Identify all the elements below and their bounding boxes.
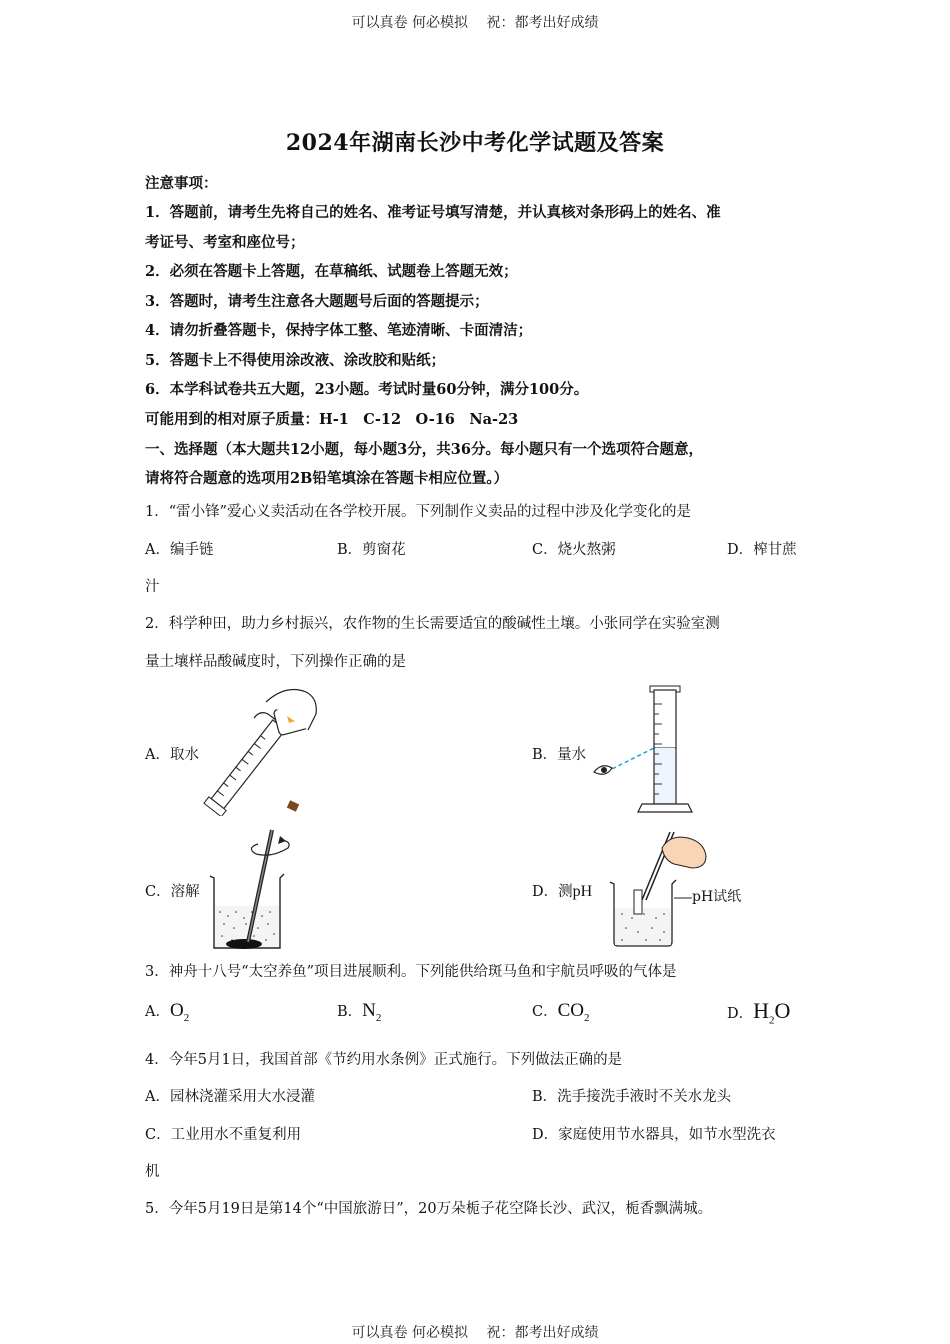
page-title: 2024年湖南长沙中考化学试题及答案 [285, 130, 665, 156]
formula-sub: 2 [769, 1014, 775, 1027]
q2-option-b: B．量水 [532, 747, 587, 763]
q1-option-b: B．剪窗花 [337, 542, 406, 558]
notice-heading: 注意事项： [145, 175, 218, 192]
formula-sub: 2 [375, 1011, 382, 1024]
formula-co: CO [557, 1000, 585, 1021]
notice-item-6: 6．本学科试卷共五大题，23小题。考试时量60分钟，满分100分。 [145, 381, 589, 398]
q3-option-d-letter: D． [727, 1006, 754, 1022]
q2-option-c: C．溶解 [145, 884, 200, 900]
formula-h: H [753, 998, 770, 1023]
notice-item-4: 4．请勿折叠答题卡，保持字体工整、笔迹清晰、卡面清洁； [145, 322, 533, 339]
formula-o: O [774, 998, 791, 1023]
pour-water-figure [196, 684, 331, 816]
notice-item-3: 3．答题时，请考生注意各大题题号后面的答题提示； [145, 293, 489, 310]
q4-option-c: C．工业用水不重复利用 [145, 1127, 302, 1143]
notice-item-1: 1．答题前，请考生先将自己的姓名、准考证号填写清楚，并认真核对条形码上的姓名、准 [145, 204, 721, 221]
atomic-mass-line: 可能用到的相对原子质量：H-1 C-12 O-16 Na-23 [145, 411, 519, 428]
q2-stem-2: 量土壤样品酸碱度时，下列操作正确的是 [145, 654, 406, 670]
formula-sub: 2 [584, 1011, 590, 1024]
q1-stem: 1．“雷小锋”爱心义卖活动在各学校开展。下列制作义卖品的过程中涉及化学变化的是 [145, 504, 692, 520]
q3-option-d [727, 998, 790, 1026]
q1-option-d: D．榨甘蔗 [727, 542, 797, 558]
section1-instruction: 请将符合题意的选项用2B铅笔填涂在答题卡相应位置。） [145, 470, 509, 487]
q2-option-d-ph: pH [572, 883, 593, 900]
q3-option-b [337, 1000, 381, 1024]
q4-option-a: A．园林浇灌采用大水浸灌 [145, 1089, 315, 1105]
q5-stem: 5．今年5月19日是第14个“中国旅游日”，20万朵栀子花空降长沙、武汉，栀香飘满城。 [145, 1201, 713, 1217]
q1-option-a: A．编手链 [145, 542, 214, 558]
q3-option-c-letter: C． [532, 1004, 558, 1020]
q3-option-c [532, 1000, 590, 1024]
formula-sub: 2 [183, 1011, 190, 1024]
q4-option-d-cont: 机 [145, 1164, 160, 1180]
formula-n: N [362, 1000, 376, 1021]
ph-paper-label: pH试纸 [692, 889, 742, 905]
notice-item-2: 2．必须在答题卡上答题，在草稿纸、试题卷上答题无效； [145, 263, 518, 280]
q1-option-d-cont: 汁 [145, 579, 160, 595]
notice-item-1-cont: 考证号、考室和座位号； [145, 234, 305, 251]
q3-option-d-formula [753, 998, 791, 1027]
page-footer: 可以真卷 何必模拟 祝：都考出好成绩 [351, 1325, 599, 1341]
q4-stem: 4．今年5月1日，我国首部《节约用水条例》正式施行。下列做法正确的是 [145, 1052, 623, 1068]
q2-option-d [532, 880, 592, 901]
section1-heading: 一、选择题（本大题共12小题，每小题3分，共36分。每小题只有一个选项符合题意， [145, 441, 703, 458]
q3-option-a-formula [169, 1000, 190, 1024]
q2-option-d-label: D．测 [532, 884, 573, 900]
dissolve-figure [206, 826, 296, 952]
page-header: 可以真卷 何必模拟 祝：都考出好成绩 [351, 15, 599, 31]
formula-o: O [169, 1000, 184, 1021]
q4-option-d: D．家庭使用节水器具，如节水型洗衣 [532, 1127, 776, 1143]
notice-item-5: 5．答题卡上不得使用涂改液、涂改胶和贴纸； [145, 352, 446, 369]
q3-option-c-formula [557, 1000, 590, 1024]
q2-stem-1: 2．科学种田，助力乡村振兴，农作物的生长需要适宜的酸碱性土壤。小张同学在实验室测 [145, 616, 720, 632]
measure-water-figure [590, 684, 705, 816]
q4-option-b: B．洗手接洗手液时不关水龙头 [532, 1089, 732, 1105]
q3-option-b-letter: B． [337, 1004, 363, 1020]
q1-option-c: C．烧火熬粥 [532, 542, 616, 558]
q3-option-a-letter: A． [145, 1004, 170, 1020]
q3-stem: 3．神舟十八号“太空养鱼”项目进展顺利。下列能供给斑马鱼和宇航员呼吸的气体是 [145, 964, 677, 980]
q3-option-a [145, 1000, 189, 1024]
q2-option-a: A．取水 [145, 747, 199, 763]
q3-option-b-formula [362, 1000, 382, 1024]
